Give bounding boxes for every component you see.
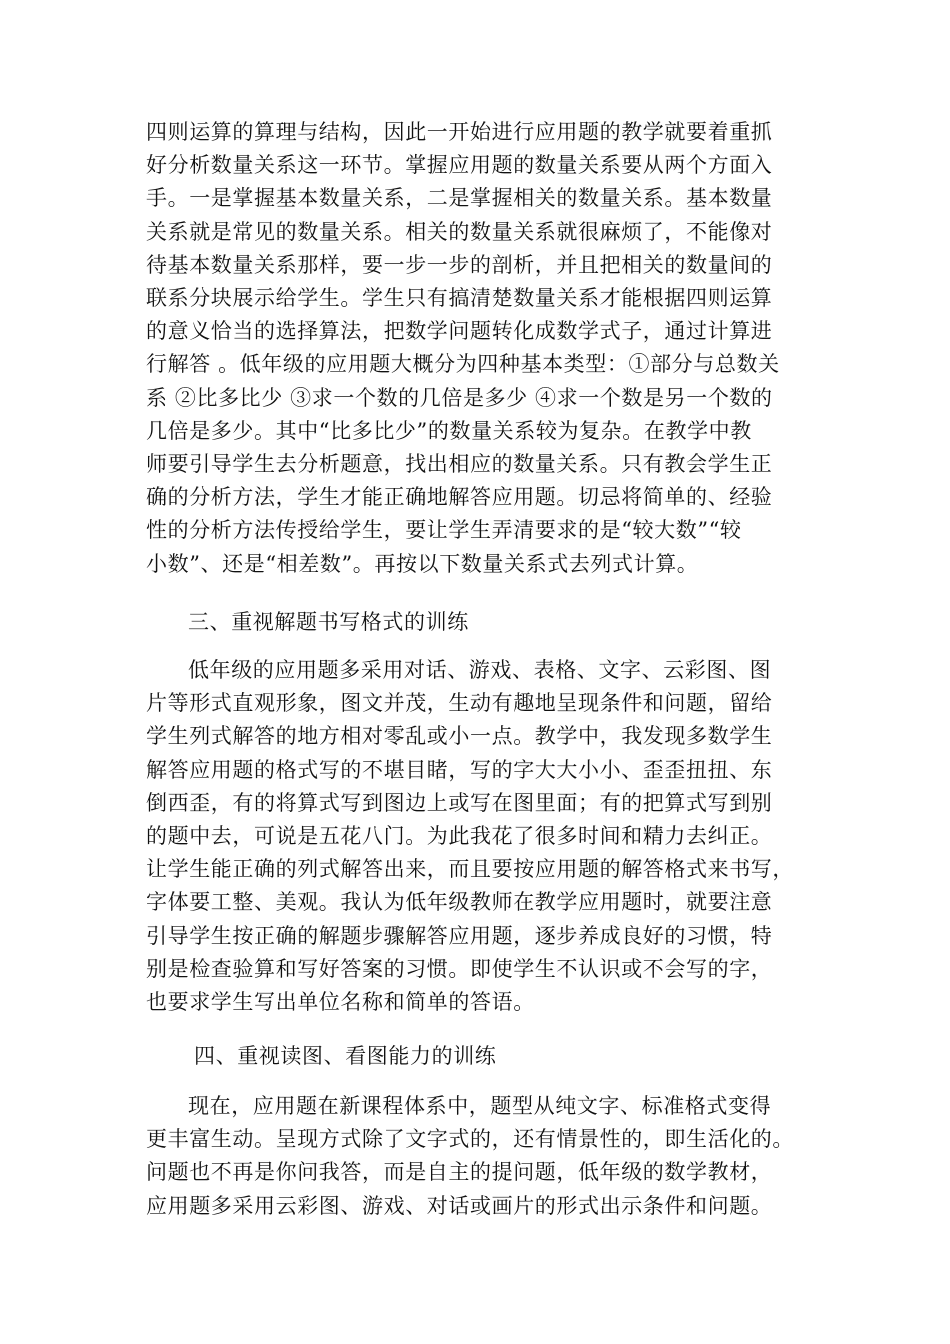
text-line: 片等形式直观形象，图文并茂，生动有趣地呈现条件和问题，留给: [146, 691, 773, 716]
text-line: 学生列式解答的地方相对零乱或小一点。教学中，我发现多数学生: [146, 724, 773, 749]
text-line: 师要引导学生去分析题意，找出相应的数量关系。只有教会学生正: [146, 452, 773, 477]
text-line: 字体要工整、美观。我认为低年级教师在教学应用题时，就要注意: [146, 890, 773, 915]
text-line: 问题也不再是你问我答，而是自主的提问题，低年级的数学教材，: [146, 1160, 773, 1185]
text-line: 小数”、还是“相差数”。再按以下数量关系式去列式计算。: [146, 551, 699, 576]
text-line: 行解答 。低年级的应用题大概分为四种基本类型：①部分与总数关: [146, 352, 780, 377]
paragraph-writing-format: [146, 654, 806, 1019]
text-line: 现在，应用题在新课程体系中，题型从纯文字、标准格式变得: [188, 1094, 772, 1118]
text-line: 的题中去，可说是五花八门。为此我花了很多时间和精力去纠正。: [146, 824, 773, 849]
text-line: 确的分析方法，学生才能正确地解答应用题。切忌将简单的、经验: [146, 485, 773, 510]
text-line: 引导学生按正确的解题步骤解答应用题，逐步养成良好的习惯，特: [146, 923, 773, 948]
paragraph-quantitative-relations: [146, 116, 806, 581]
text-line: 低年级的应用题多采用对话、游戏、表格、文字、云彩图、图: [188, 658, 772, 682]
text-line: 好分析数量关系这一环节。掌握应用题的数量关系要从两个方面入: [146, 153, 773, 178]
section-heading-4: 四、重视读图、看图能力的训练: [194, 1044, 497, 1068]
text-line: 的意义恰当的选择算法，把数学问题转化成数学式子，通过计算进: [146, 319, 773, 344]
text-line: 几倍是多少。其中“比多比少”的数量关系较为复杂。在教学中教: [146, 418, 752, 443]
section-heading-3: 三、重视解题书写格式的训练: [188, 610, 469, 634]
text-line: 别是检查验算和写好答案的习惯。即使学生不认识或不会写的字，: [146, 956, 773, 981]
text-line: 关系就是常见的数量关系。相关的数量关系就很麻烦了，不能像对: [146, 219, 773, 244]
text-line: 更丰富生动。呈现方式除了文字式的，还有情景性的，即生活化的。: [146, 1127, 794, 1152]
text-line: 也要求学生写出单位名称和简单的答语。: [146, 990, 535, 1015]
text-line: 性的分析方法传授给学生，要让学生弄清要求的是“较大数”“较: [146, 518, 742, 543]
text-line: 四则运算的算理与结构，因此一开始进行应用题的教学就要着重抓: [146, 120, 773, 144]
text-line: 手。一是掌握基本数量关系，二是掌握相关的数量关系。基本数量: [146, 186, 773, 211]
text-line: 联系分块展示给学生。学生只有搞清楚数量关系才能根据四则运算: [146, 286, 773, 311]
text-line: 让学生能正确的列式解答出来，而且要按应用题的解答格式来书写，: [146, 857, 794, 882]
text-line: 解答应用题的格式写的不堪目睹，写的字大大小小、歪歪扭扭、东: [146, 757, 773, 782]
text-line: 系 ②比多比少 ③求一个数的几倍是多少 ④求一个数是另一个数的: [146, 385, 773, 410]
text-line: 待基本数量关系那样，要一步一步的剖析，并且把相关的数量间的: [146, 252, 773, 277]
paragraph-reading-images: [146, 1090, 806, 1223]
text-line: 倒西歪，有的将算式写到图边上或写在图里面；有的把算式写到别: [146, 790, 773, 815]
text-line: 应用题多采用云彩图、游戏、对话或画片的形式出示条件和问题。: [146, 1193, 773, 1218]
